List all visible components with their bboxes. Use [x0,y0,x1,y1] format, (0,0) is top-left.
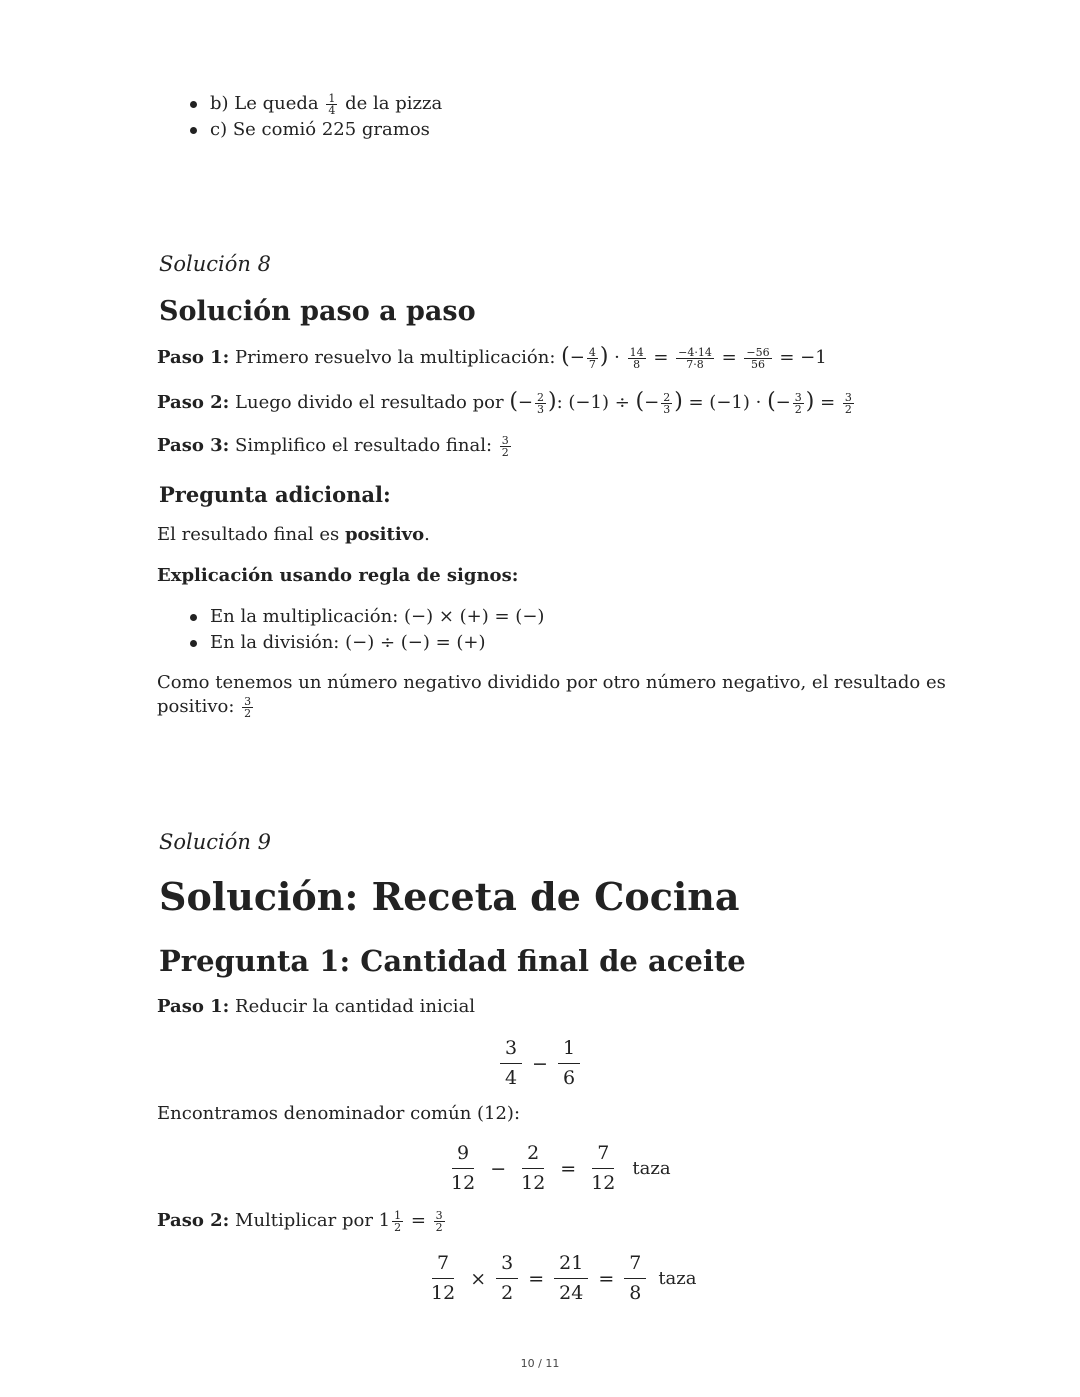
conclusion-text: Como tenemos un número negativo dividido por otro número negativo, el resultado es positivo: $\frac{3}{2}$ [157,672,946,720]
solution-8-title: Solución paso a paso [159,296,476,327]
pregunta-1-heading: Pregunta 1: Cantidad final de aceite [159,944,746,978]
resultado-text: El resultado final es positivo. [157,524,430,545]
equation-2: $\frac{9}{12}$ − $\frac{2}{12}$ = $\frac{7}{12}$ taza [451,1142,671,1194]
explicacion-heading: Explicación usando regla de signos: [157,565,519,586]
solution-8-label: Solución 8 [159,252,271,276]
equation-1: $\frac{3}{4}$ − $\frac{1}{6}$ [440,1036,640,1091]
pregunta-adicional-heading: Pregunta adicional: [159,482,391,507]
fraction: $\frac{1}{4}$ [328,91,336,117]
solution-9-label: Solución 9 [159,830,271,854]
paso2-equation: (− $\frac{2}{3}$ ): (−1) ÷ (− $\frac{2}{3}$ ) = (−1) · (− $\frac{3}{2}$ ) = $\frac{3}{2}$ [509,389,852,416]
sol8-paso-1: Paso 1: Primero resuelvo la multiplicación: (− $\frac{4}{7}$ ) · $\frac{14}{8}$ = $\frac{-4\cdot 14}{7\cdot 8}$ = $\frac{-56}{56}$ = −1 [157,344,827,371]
sol8-paso-3: Paso 3: Simplifico el resultado final: $\frac{3}{2}$ [157,433,509,459]
sol9-paso-2: Paso 2: Multiplicar por 1 $\frac{1}{2}$ = $\frac{3}{2}$ [157,1208,443,1234]
answer-b: b) Le queda $\frac{1}{4}$ de la pizza [210,91,443,117]
sol9-paso-1: Paso 1: Reducir la cantidad inicial [157,996,476,1017]
equation-3: $\frac{7}{12}$ × $\frac{3}{2}$ = $\frac{21}{24}$ = $\frac{7}{8}$ taza [431,1252,697,1304]
previous-answers-list [210,91,442,143]
page-number: 10 / 11 [520,1357,560,1370]
solution-9-title: Solución: Receta de Cocina [159,874,740,919]
rule-division: En la división: (−) ÷ (−) = (+) [210,630,544,656]
answer-c: c) Se comió 225 gramos [210,117,442,143]
sol8-paso-2: Paso 2: Luego divido el resultado por (− $\frac{2}{3}$ ): (−1) ÷ (− $\frac{2}{3}$ ) = (−1) · (− $\frac{3}{2}$ ) = $\frac{3}{2}$ [157,390,856,415]
paso1-equation: (− $\frac{4}{7}$ ) · $\frac{14}{8}$ = $\frac{-4\cdot 14}{7\cdot 8}$ = $\frac{-56}{56}$ = −1 [561,344,827,371]
denominador-comun-text: Encontramos denominador común (12): [157,1103,521,1124]
rule-multiplication: En la multiplicación: (−) × (+) = (−) [210,604,544,630]
sign-rules-list [210,604,544,656]
